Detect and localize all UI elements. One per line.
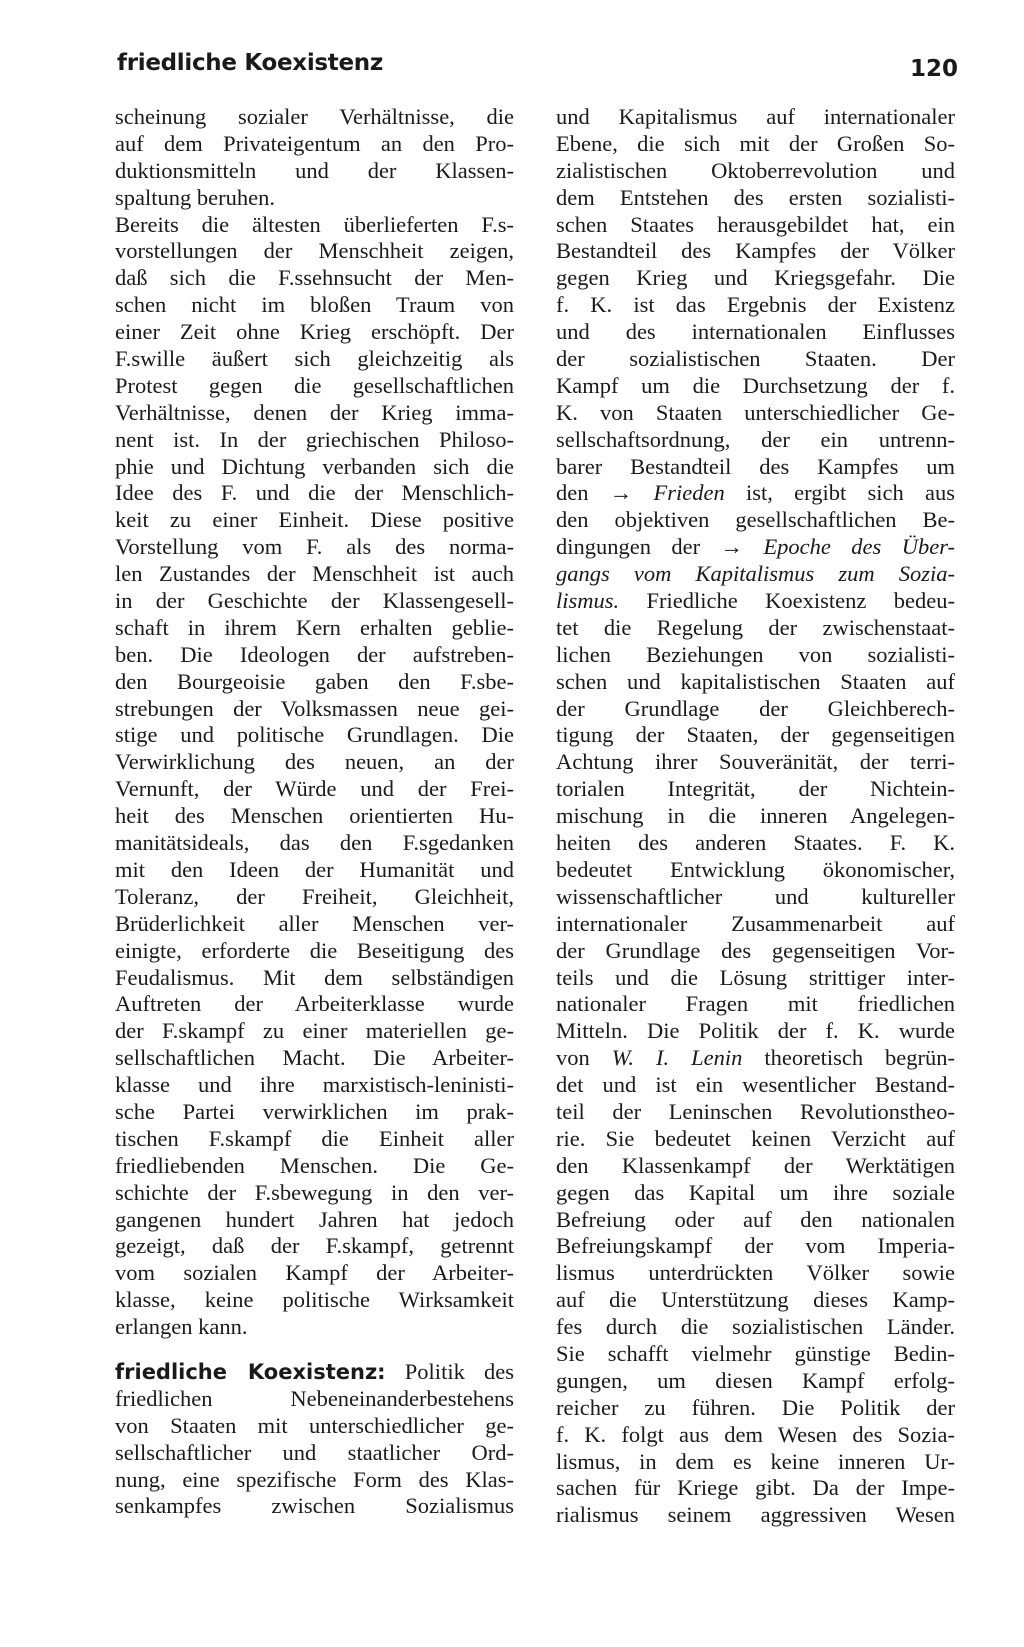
- text-line: Mitteln. Die Politik der f. K. wurde: [556, 1018, 955, 1044]
- text-line: von Staaten mit unterschiedlicher ge-: [115, 1412, 514, 1438]
- line-text: von: [556, 1045, 590, 1071]
- text-line: mit den Ideen der Humanität und: [115, 856, 514, 882]
- text-line: K. von Staaten unterschiedlicher Ge-: [556, 399, 955, 425]
- text-line: und des internationalen Einflusses: [556, 319, 955, 345]
- text-line: dem Entstehen des ersten sozialisti-: [556, 184, 955, 210]
- text-line: den objektiven gesellschaftlichen Be-: [556, 507, 955, 533]
- text-line: strebungen der Volksmassen neue gei-: [115, 695, 514, 721]
- text-line: Idee des F. und die der Menschlich-: [115, 480, 514, 506]
- text-line: Verhältnisse, denen der Krieg imma-: [115, 399, 514, 425]
- text-line: der sozialistischen Staaten. Der: [556, 346, 955, 372]
- text-line: erlangen kann.: [115, 1314, 248, 1340]
- line-ref-epoche: [556, 534, 955, 561]
- text-line: schichte der F.sbewegung in den ver-: [115, 1179, 514, 1205]
- text-line: mischung in die inneren Angelegen-: [556, 803, 955, 829]
- text-line: nationaler Fragen mit friedlichen: [556, 991, 955, 1017]
- text-line: rialismus seinem aggressiven Wesen: [556, 1502, 955, 1528]
- text-line: heiten des anderen Staates. F. K.: [556, 830, 955, 856]
- entry-keyword: friedliche Koexistenz:: [115, 1359, 386, 1384]
- text-line: einer Zeit ohne Krieg erschöpft. Der: [115, 319, 514, 345]
- text-line: Bereits die ältesten überlieferten F.s-: [115, 211, 514, 237]
- text-line: tigung der Staaten, der gegenseitigen: [556, 722, 955, 748]
- text-line: zialistischen Oktoberrevolution und: [556, 157, 955, 183]
- text-line: phie und Dichtung verbanden sich die: [115, 453, 514, 479]
- text-line: Protest gegen die gesellschaftlichen: [115, 372, 514, 398]
- line-text: Friedliche Koexistenz bedeu-: [646, 588, 956, 614]
- text-line: daß sich die F.ssehnsucht der Men-: [115, 265, 514, 291]
- text-line: nung, eine spezifische Form des Klas-: [115, 1466, 514, 1492]
- line-text: dingungen der: [556, 534, 701, 560]
- cross-ref-frieden[interactable]: Frieden: [653, 480, 725, 506]
- text-line: friedlichen Nebeneinanderbestehens: [115, 1385, 514, 1411]
- text-line: den Klassenkampf der Werktätigen: [556, 1152, 955, 1178]
- text-line: sellschaftlicher und staatlicher Ord-: [115, 1439, 514, 1465]
- text-line: Befreiungskampf der vom Imperia-: [556, 1233, 955, 1259]
- text-line: det und ist ein wesentlicher Bestand-: [556, 1072, 955, 1098]
- text-line: den Bourgeoisie gaben den F.sbe-: [115, 668, 514, 694]
- cross-ref-epoche-cont[interactable]: gangs vom Kapitalismus zum Sozia-: [556, 561, 955, 587]
- right-text-block-a: [556, 104, 955, 480]
- right-text-block-b: [556, 615, 955, 1045]
- text-line: teil der Leninschen Revolutionstheo-: [556, 1098, 955, 1124]
- entry-headline: [115, 1359, 514, 1386]
- text-line: einigte, erforderte die Beseitigung des: [115, 937, 514, 963]
- line-text: theoretisch begrün-: [764, 1045, 956, 1071]
- text-line: Auftreten der Arbeiterklasse wurde: [115, 991, 514, 1017]
- page-number: 120: [909, 56, 958, 82]
- text-line: teils und die Lösung strittiger inter-: [556, 964, 955, 990]
- line-text: ist, ergibt sich aus: [746, 480, 956, 506]
- paragraph-continuation: [115, 104, 514, 212]
- text-line: Sie schafft vielmehr günstige Bedin-: [556, 1340, 955, 1366]
- running-head: friedliche Koexistenz: [117, 50, 383, 76]
- text-line: klasse und ihre marxistisch-leninisti-: [115, 1072, 514, 1098]
- right-text-block-c: [556, 1072, 955, 1529]
- line-ref-lenin: [556, 1045, 955, 1072]
- text-line: Bestandteil des Kampfes der Völker: [556, 238, 955, 264]
- text-line: Kampf um die Durchsetzung der f.: [556, 372, 955, 398]
- text-line: sche Partei verwirklichen im prak-: [115, 1098, 514, 1124]
- text-line: f. K. ist das Ergebnis der Existenz: [556, 292, 955, 318]
- text-line: keit zu einer Einheit. Diese positive: [115, 507, 514, 533]
- text-line: Verwirklichung des neuen, an der: [115, 749, 514, 775]
- text-line: senkampfes zwischen Sozialismus: [115, 1493, 514, 1519]
- right-column: [556, 104, 955, 1529]
- text-line: tet die Regelung der zwischenstaat-: [556, 614, 955, 640]
- cross-ref-epoche[interactable]: Epoche des Über-: [763, 534, 955, 560]
- text-line: auf die Unterstützung dieses Kamp-: [556, 1287, 955, 1313]
- text-line: manitätsideals, das den F.sgedanken: [115, 830, 514, 856]
- text-line: tischen F.skampf die Einheit aller: [115, 1125, 514, 1151]
- text-line: Feudalismus. Mit dem selbständigen: [115, 964, 514, 990]
- text-line: scheinung sozialer Verhältnisse, die: [115, 104, 514, 129]
- text-line: der Grundlage des gegenseitigen Vor-: [556, 937, 955, 963]
- arrow-icon: →: [720, 534, 744, 560]
- left-column: [115, 104, 514, 1520]
- arrow-icon: →: [609, 480, 633, 506]
- line-ref-epoche-end: [556, 588, 955, 615]
- text-line: sellschaftsordnung, der ein untrenn-: [556, 426, 955, 452]
- text-line: len Zustandes der Menschheit ist auch: [115, 561, 514, 587]
- text-line: gegen das Kapital um ihre soziale: [556, 1179, 955, 1205]
- text-line: Brüderlichkeit aller Menschen ver-: [115, 910, 514, 936]
- text-line: in der Geschichte der Klassengesell-: [115, 588, 514, 614]
- text-line: schen nicht im bloßen Traum von: [115, 292, 514, 318]
- text-line: torialen Integrität, der Nichtein-: [556, 776, 955, 802]
- text-line: sachen für Kriege gibt. Da der Impe-: [556, 1475, 955, 1501]
- text-line: Achtung ihrer Souveränität, der terri-: [556, 749, 955, 775]
- text-line: wissenschaftlicher und kultureller: [556, 883, 955, 909]
- text-line: internationaler Zusammenarbeit auf: [556, 910, 955, 936]
- text-line: klasse, keine politische Wirksamkeit: [115, 1287, 514, 1313]
- line-text: den: [556, 480, 589, 506]
- text-line: vorstellungen der Menschheit zeigen,: [115, 238, 514, 264]
- text-line: und Kapitalismus auf internationaler: [556, 104, 955, 129]
- text-line: auf dem Privateigentum an den Pro-: [115, 130, 514, 156]
- text-line: Vorstellung vom F. als des norma-: [115, 534, 514, 560]
- text-line: schaft in ihrem Kern erhalten geblie-: [115, 614, 514, 640]
- text-line: gezeigt, daß der F.skampf, getrennt: [115, 1233, 514, 1259]
- text-line: friedliebenden Menschen. Die Ge-: [115, 1152, 514, 1178]
- text-line: fes durch die sozialistischen Länder.: [556, 1314, 955, 1340]
- text-line: f. K. folgt aus dem Wesen des Sozia-: [556, 1421, 955, 1447]
- text-line: schen und kapitalistischen Staaten auf: [556, 668, 955, 694]
- text-line: spaltung beruhen.: [115, 184, 275, 210]
- text-line: Befreiung oder auf den nationalen: [556, 1206, 955, 1232]
- text-line: rie. Sie bedeutet keinen Verzicht auf: [556, 1125, 955, 1151]
- text-line: gegen Krieg und Kriegsgefahr. Die: [556, 265, 955, 291]
- text-line: vom sozialen Kampf der Arbeiter-: [115, 1260, 514, 1286]
- text-line: nent ist. In der griechischen Philoso-: [115, 426, 514, 452]
- text-line: lismus unterdrückten Völker sowie: [556, 1260, 955, 1286]
- text-line: reicher zu führen. Die Politik der: [556, 1394, 955, 1420]
- text-line: gangenen hundert Jahren hat jedoch: [115, 1206, 514, 1232]
- line-ref-frieden: [556, 480, 955, 507]
- text-line: lismus, in dem es keine inneren Ur-: [556, 1448, 955, 1474]
- text-line: bedeutet Entwicklung ökonomischer,: [556, 856, 955, 882]
- text-line: schen Staates herausgebildet hat, ein: [556, 211, 955, 237]
- entry-first-line-text: Politik des: [404, 1358, 515, 1384]
- text-line: heit des Menschen orientierten Hu-: [115, 803, 514, 829]
- entry-body: [115, 1386, 514, 1520]
- text-line: Ebene, die sich mit der Großen So-: [556, 130, 955, 156]
- text-line: duktionsmitteln und der Klassen-: [115, 157, 514, 183]
- text-line: F.swille äußert sich gleichzeitig als: [115, 346, 514, 372]
- text-line: barer Bestandteil des Kampfes um: [556, 453, 955, 479]
- text-line: ben. Die Ideologen der aufstreben-: [115, 641, 514, 667]
- cross-ref-epoche-end[interactable]: lismus.: [556, 588, 620, 614]
- entry-gap: [115, 1341, 514, 1359]
- paragraph-peace-history: [115, 212, 514, 1341]
- text-line: lichen Beziehungen von sozialisti-: [556, 641, 955, 667]
- text-line: Vernunft, der Würde und der Frei-: [115, 776, 514, 802]
- text-line: Toleranz, der Freiheit, Gleichheit,: [115, 883, 514, 909]
- text-line: gungen, um diesen Kampf erfolg-: [556, 1367, 955, 1393]
- cross-ref-lenin[interactable]: W. I. Lenin: [611, 1045, 743, 1071]
- text-line: stige und politische Grundlagen. Die: [115, 722, 514, 748]
- text-line: sellschaftlichen Macht. Die Arbeiter-: [115, 1045, 514, 1071]
- text-line: der F.skampf zu einer materiellen ge-: [115, 1018, 514, 1044]
- text-line: der Grundlage der Gleichberech-: [556, 695, 955, 721]
